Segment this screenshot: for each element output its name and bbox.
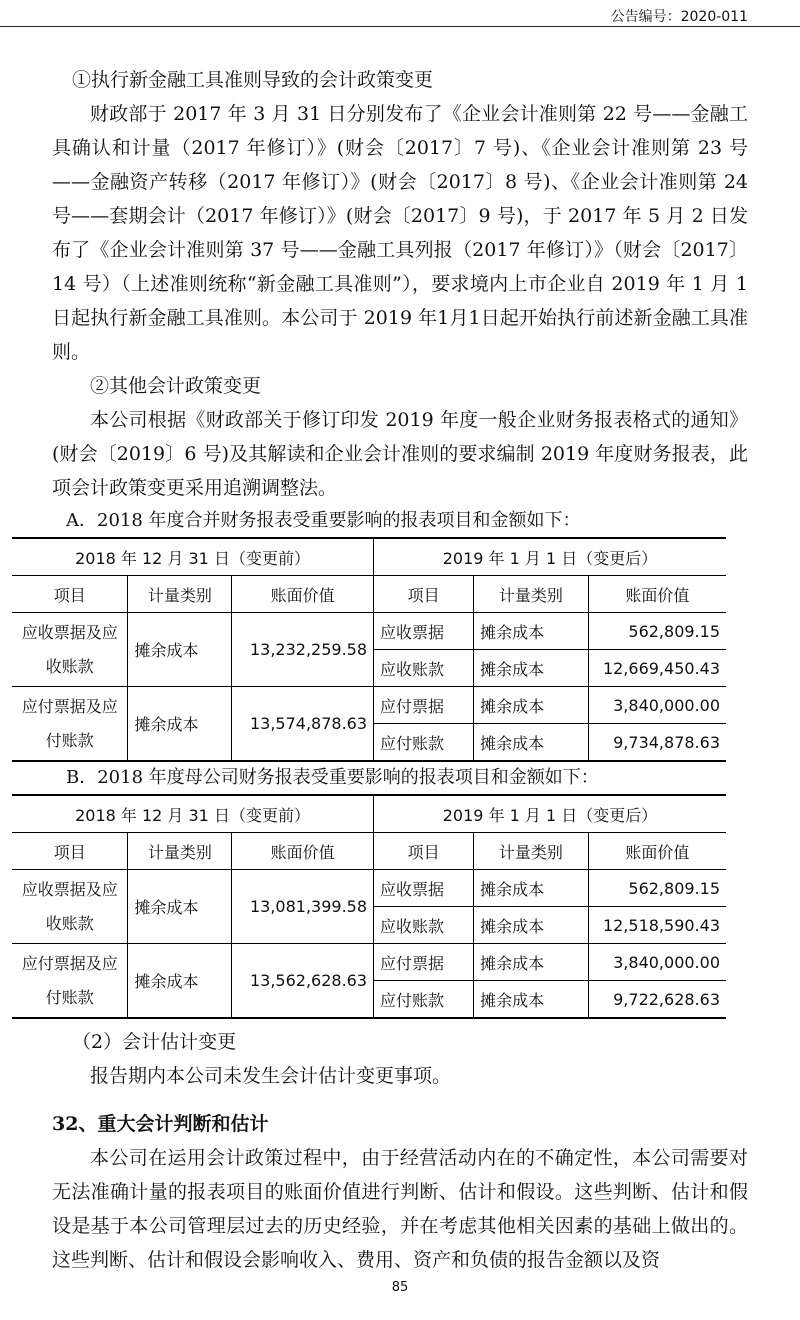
item-after: 应付票据 <box>374 687 474 724</box>
paragraph: ①执行新金融工具准则导致的会计政策变更 <box>72 69 434 91</box>
table-b-caption: B．2018 年度母公司财务报表受重要影响的报表项目和金额如下： <box>66 767 599 788</box>
category-after: 摊余成本 <box>474 944 589 981</box>
table-header-row <box>12 538 726 576</box>
value-after: 562,809.15 <box>588 870 726 907</box>
value-before: 13,081,399.58 <box>232 870 374 944</box>
item-before <box>12 870 128 944</box>
item-after: 应付票据 <box>374 944 474 981</box>
table-a-caption: A．2018 年度合并财务报表受重要影响的报表项目和金额如下： <box>66 510 581 531</box>
item-before-line: 收账款 <box>45 913 94 933</box>
column-header: 账面价值 <box>232 576 374 613</box>
category-after: 摊余成本 <box>474 613 589 650</box>
item-after: 应收票据 <box>374 870 474 907</box>
policy-change-paragraphs <box>52 63 748 505</box>
value-before: 13,574,878.63 <box>232 687 374 762</box>
category-after: 摊余成本 <box>474 870 589 907</box>
column-header: 计量类别 <box>128 833 232 870</box>
column-header: 计量类别 <box>128 576 232 613</box>
page-content <box>21 63 748 1277</box>
table-row <box>12 613 726 650</box>
column-header: 账面价值 <box>232 833 374 870</box>
column-header-row <box>12 576 726 613</box>
category-after: 摊余成本 <box>474 650 589 687</box>
value-after: 12,669,450.43 <box>588 650 726 687</box>
parent-company-impact-table <box>12 794 726 1019</box>
value-after: 9,734,878.63 <box>588 724 726 762</box>
after-change-header: 2019 年 1 月 1 日（变更后） <box>374 795 726 833</box>
table-row <box>12 687 726 724</box>
value-after: 562,809.15 <box>588 613 726 650</box>
paragraph: ②其他会计政策变更 <box>90 375 262 397</box>
value-after: 9,722,628.63 <box>588 981 726 1019</box>
table-header-row <box>12 795 726 833</box>
table-row <box>12 944 726 981</box>
after-change-header: 2019 年 1 月 1 日（变更后） <box>374 538 726 576</box>
paragraph: 报告期内本公司未发生会计估计变更事项。 <box>90 1065 452 1087</box>
item-after: 应收账款 <box>374 650 474 687</box>
item-before <box>12 944 128 1019</box>
category-after: 摊余成本 <box>474 687 589 724</box>
column-header: 计量类别 <box>474 576 589 613</box>
value-before: 13,562,628.63 <box>232 944 374 1019</box>
table-row <box>12 870 726 907</box>
section-32-body: 本公司在运用会计政策过程中，由于经营活动内在的不确定性，本公司需要对无法准确计量的报表项目的账面价值进行判断、估计和假设。这些判断、估计和假设是基于本公司管理层过去的历史经验，并在考虑其他相关因素的基础上做出的。这些判断、估计和假设会影响收入、费用、资产和负债的报告金额以及资 <box>52 1147 748 1271</box>
value-before: 13,232,259.58 <box>232 613 374 687</box>
announcement-number: 公告编号：2020-011 <box>610 9 748 25</box>
item-before-line: 应收票据及应 <box>21 879 118 899</box>
section-32-heading: 32、重大会计判断和估计 <box>52 1113 269 1135</box>
value-after: 3,840,000.00 <box>588 944 726 981</box>
column-header: 项目 <box>374 576 474 613</box>
item-before-line: 应收票据及应 <box>21 622 118 642</box>
category-before: 摊余成本 <box>128 613 232 687</box>
before-change-header: 2018 年 12 月 31 日（变更前） <box>12 538 374 576</box>
item-before <box>12 613 128 687</box>
category-before: 摊余成本 <box>128 944 232 1019</box>
category-before: 摊余成本 <box>128 870 232 944</box>
item-before-line: 应付票据及应 <box>21 696 118 716</box>
paragraph: 本公司根据《财政部关于修订印发 2019 年度一般企业财务报表格式的通知》(财会〔2019〕6 号)及其解读和企业会计准则的要求编制 2019 年度财务报表，此项会计政策变更采用追溯调整法。 <box>52 409 748 499</box>
column-header: 计量类别 <box>474 833 589 870</box>
column-header: 项目 <box>12 576 128 613</box>
category-after: 摊余成本 <box>474 724 589 762</box>
paragraph: （2）会计估计变更 <box>72 1031 237 1053</box>
item-before-line: 应付票据及应 <box>21 953 118 973</box>
item-before-line: 付账款 <box>45 987 94 1007</box>
item-after: 应付账款 <box>374 724 474 762</box>
before-change-header: 2018 年 12 月 31 日（变更前） <box>12 795 374 833</box>
column-header-row <box>12 833 726 870</box>
item-before <box>12 687 128 762</box>
item-before-line: 付账款 <box>45 730 94 750</box>
paragraph: 财政部于 2017 年 3 月 31 日分别发布了《企业会计准则第 22 号——金融工具确认和计量（2017 年修订）》(财会〔2017〕7 号)、《企业会计准则第 23 号——金融资产转移（2017 年修订）》(财会〔2017〕8 号)、《企业会计准则第 24 号——套期会计（2017 年修订）》(财会〔2017〕9 号)，于 2017 年 5 月 2 日发布了《企业会计准则第 37 号——金融工具列报（2017 年修订）》（财会〔2017〕14 号）（上述准则统称“新金融工具准则”），要求境内上市企业自 2019 年 1 月 1 日起执行新金融工具准则。本公司于 2019 年1月1日起开始执行前述新金融工具准则。 <box>52 103 748 363</box>
consolidated-impact-table <box>12 537 726 762</box>
item-before-line: 收账款 <box>45 656 94 676</box>
page-header <box>0 0 800 27</box>
page-number: 85 <box>391 1280 409 1295</box>
value-after: 12,518,590.43 <box>588 907 726 944</box>
item-after: 应收账款 <box>374 907 474 944</box>
category-after: 摊余成本 <box>474 907 589 944</box>
item-after: 应收票据 <box>374 613 474 650</box>
estimate-change-paragraphs <box>52 1025 748 1093</box>
value-after: 3,840,000.00 <box>588 687 726 724</box>
column-header: 项目 <box>12 833 128 870</box>
column-header: 项目 <box>374 833 474 870</box>
column-header: 账面价值 <box>588 833 726 870</box>
category-before: 摊余成本 <box>128 687 232 762</box>
item-after: 应付账款 <box>374 981 474 1019</box>
column-header: 账面价值 <box>588 576 726 613</box>
category-after: 摊余成本 <box>474 981 589 1019</box>
